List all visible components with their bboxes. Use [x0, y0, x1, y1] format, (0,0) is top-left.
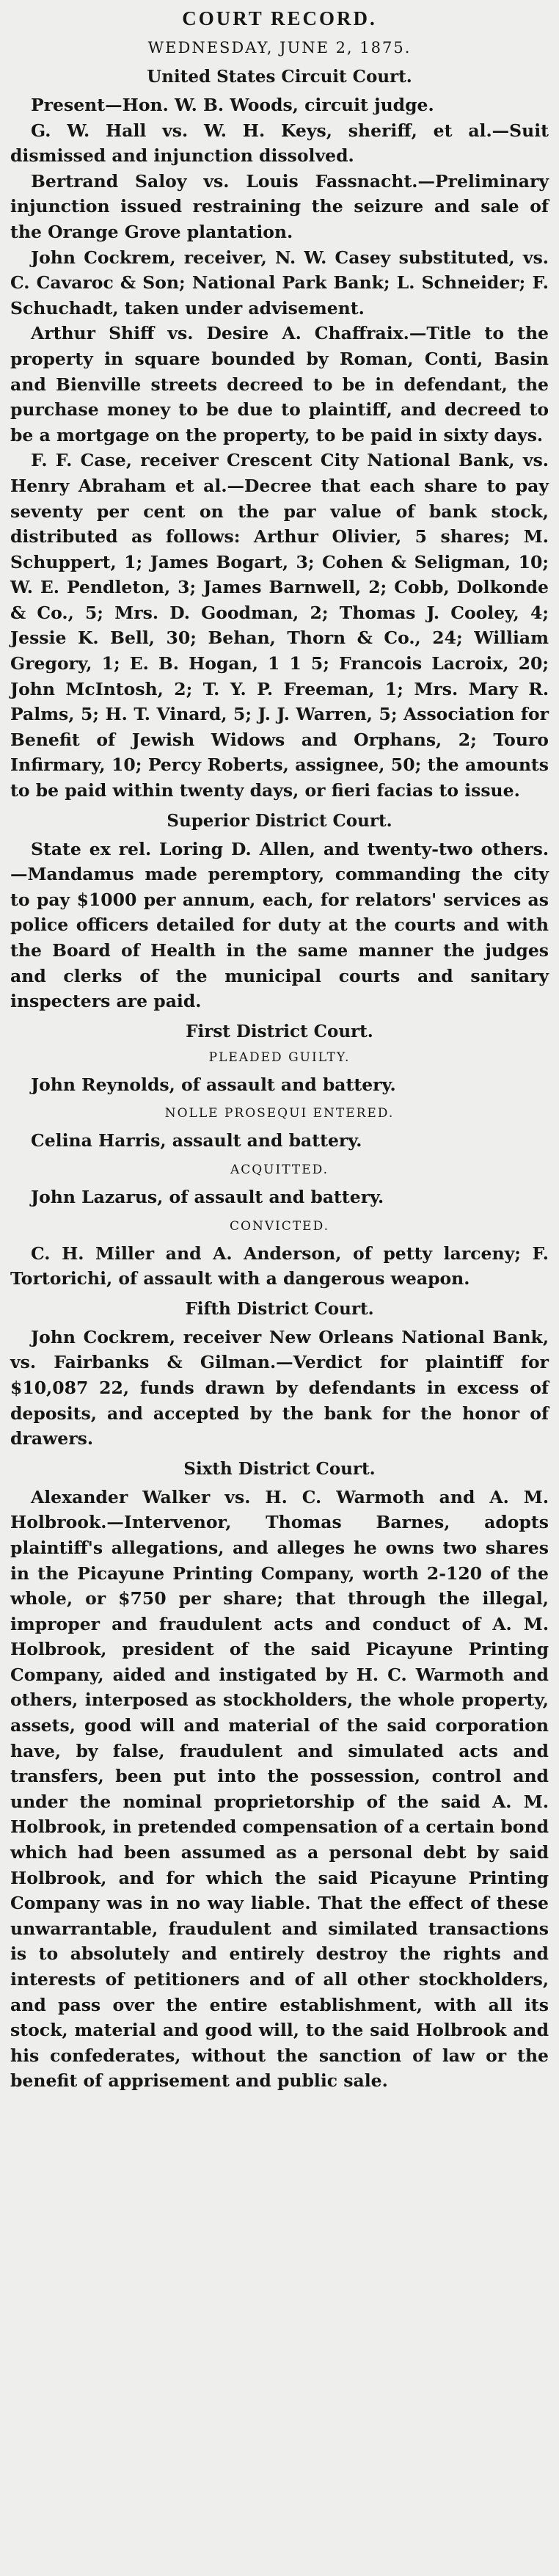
acquitted-entry: John Lazarus, of assault and battery. — [31, 1186, 384, 1207]
us-circuit-entry-cockrem-cavaroc: John Cockrem, receiver, N. W. Casey substituted, vs. C. Cavaroc & Son; National Park Bank; L. Schneider; F. Schuchadt, taken under advisement. — [10, 247, 549, 319]
first-district-court-heading: First District Court. — [186, 1021, 373, 1041]
nolle-prosequi-label: NOLLE PROSEQUI ENTERED. — [164, 1106, 395, 1121]
us-circuit-entry-present: Present—Hon. W. B. Woods, circuit judge. — [31, 95, 434, 115]
us-circuit-entry-saloy-fassnacht: Bertrand Saloy vs. Louis Fassnacht.—Preliminary injunction issued restraining the seizure and sale of the Orange Grove plantation. — [10, 170, 549, 242]
pleaded-guilty-entry: John Reynolds, of assault and battery. — [31, 1074, 396, 1095]
us-circuit-court-heading: United States Circuit Court. — [147, 67, 412, 87]
nolle-prosequi-entry: Celina Harris, assault and battery. — [31, 1130, 362, 1151]
superior-district-entry-allen: State ex rel. Loring D. Allen, and twenty-two others.—Mandamus made peremptory, commanding the city to pay $1000 per annum, each, for relators' services as police officers detailed for duty at the courts and with the Board of Health in the same manner the judges and clerks of the municipal courts and sanitary inspecters are paid. — [10, 838, 549, 1012]
fifth-district-court-heading: Fifth District Court. — [185, 1298, 374, 1319]
acquitted-label: ACQUITTED. — [230, 1162, 329, 1177]
us-circuit-entry-hall-keys: G. W. Hall vs. W. H. Keys, sheriff, et al.—Suit dismissed and injunction dissolved. — [10, 120, 549, 167]
us-circuit-entry-case-abraham: F. F. Case, receiver Crescent City National Bank, vs. Henry Abraham et al.—Decree that each share to pay seventy per cent on the par value of bank stock, distributed as follows: Arthur Olivier, 5 shares; M. Schuppert, 1; James Bogart, 3; Cohen & Seligman, 10; W. E. Pendleton, 3; James Barnwell, 2; Cobb, Dolkonde & Co., 5; Mrs. D. Goodman, 2; Thomas J. Cooley, 4; Jessie K. Bell, 30; Behan, Thorn & Co., 24; William Gregory, 1; E. B. Hogan, 1 1 5; Francois Lacroix, 20; John McIntosh, 2; T. Y. P. Freeman, 1; Mrs. Mary R. Palms, 5; H. T. Vinard, 5; J. J. Warren, 5; Association for Benefit of Jewish Widows and Orphans, 2; Touro Infirmary, 10; Percy Roberts, assignee, 50; the amounts to be paid within twenty days, or fieri facias to issue. — [10, 450, 549, 801]
masthead: COURT RECORD. — [182, 7, 377, 29]
convicted-entry: C. H. Miller and A. Anderson, of petty larceny; F. Tortorichi, of assault with a dangerous weapon. — [10, 1242, 549, 1289]
pleaded-guilty-label: PLEADED GUILTY. — [208, 1049, 351, 1065]
sixth-district-court-heading: Sixth District Court. — [183, 1458, 376, 1479]
convicted-label: CONVICTED. — [230, 1218, 329, 1234]
sixth-district-entry-walker-warmoth: Alexander Walker vs. H. C. Warmoth and A. M. Holbrook.—Intervenor, Thomas Barnes, adopts plaintiff's allegations, and alleges he owns two shares in the Picayune Printing Company, worth 2-120 of the whole, or $750 per share; that through the illegal, improper and fraudulent acts and conduct of A. M. Holbrook, president of the said Picayune Printing Company, aided and instigated by H. C. Warmoth and others, interposed as stockholders, the whole property, assets, good will and material of the said corporation have, by false, fraudulent and simulated acts and transfers, been put into the possession, control and under the nominal proprietorship of the said A. M. Holbrook, in pretended compensation of a certain bond which had been assumed as a personal debt by said Holbrook, and for which the said Picayune Printing Company was in no way liable. That the effect of these unwarrantable, fraudulent and similated transactions is to absolutely and entirely destroy the rights and interests of petitioners and of all other stockholders, and pass over the entire establishment, with all its stock, material and good will, to the said Holbrook and his confederates, without the sanction of law or the benefit of apprisement and public sale. — [10, 1486, 549, 2092]
superior-district-court-heading: Superior District Court. — [167, 810, 392, 831]
fifth-district-entry-cockrem-fairbanks: John Cockrem, receiver New Orleans National Bank, vs. Fairbanks & Gilman.—Verdict for plaintiff for $10,087 22, funds drawn by defendants in excess of deposits, and accepted by the bank for the honor of drawers. — [10, 1326, 549, 1449]
dateline: WEDNESDAY, JUNE 2, 1875. — [147, 39, 412, 57]
us-circuit-entry-shiff-chaffraix: Arthur Shiff vs. Desire A. Chaffraix.—Title to the property in square bounded by Roman, Conti, Basin and Bienville streets decreed to be in defendant, the purchase money to be due to plaintiff, and decreed to be a mortgage on the property, to be paid in sixty days. — [10, 323, 549, 445]
